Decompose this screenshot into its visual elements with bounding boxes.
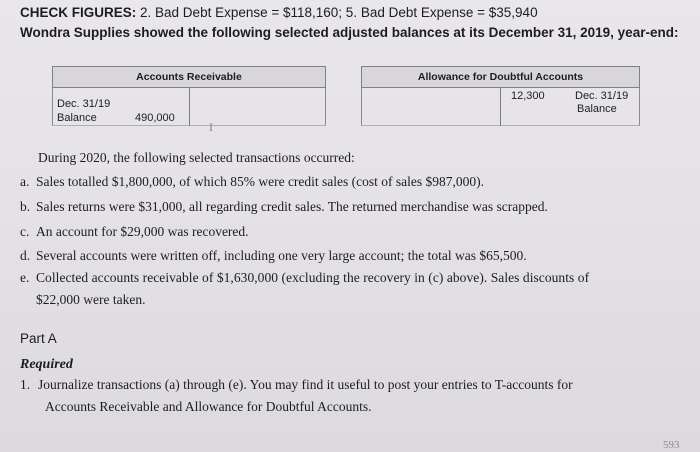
question-text-continued: Accounts Receivable and Allowance for Doubtful Accounts. <box>45 399 372 414</box>
item-text: Sales returns were $31,000, all regarding credit sales. The returned merchandise was scrapped. <box>36 199 548 214</box>
item-letter: a. <box>20 174 30 189</box>
item-text: Several accounts were written off, including one very large account; the total was $65,500. <box>36 248 527 263</box>
item-letter: e. <box>20 270 30 285</box>
afda-right-label-2: Balance <box>577 103 617 115</box>
part-a-heading: Part A <box>20 331 57 346</box>
afda-right-label-1: Dec. 31/19 <box>575 90 629 102</box>
item-text: Collected accounts receivable of $1,630,000 (excluding the recovery in (c) above). Sales discounts of <box>36 270 590 285</box>
ar-left-label-1: Dec. 31/19 <box>57 98 111 110</box>
t-account-title: Allowance for Doubtful Accounts <box>361 66 640 88</box>
check-figures <box>20 5 538 20</box>
required-heading: Required <box>20 357 73 372</box>
question-number: 1. <box>20 377 31 392</box>
afda-right-amount: 12,300 <box>511 90 545 102</box>
t-account-divider <box>189 88 190 126</box>
t-account-allowance-doubtful <box>361 66 640 126</box>
item-text: An account for $29,000 was recovered. <box>36 224 249 239</box>
check-figures-text: 2. Bad Debt Expense = $118,160; 5. Bad Debt Expense = $35,940 <box>140 5 538 20</box>
check-figures-label: CHECK FIGURES: <box>20 5 137 20</box>
transactions-lead: During 2020, the following selected transactions occurred: <box>38 150 355 165</box>
text-cursor-icon: I <box>209 120 213 134</box>
t-account-divider <box>500 88 501 126</box>
ar-left-label-2: Balance <box>57 112 97 124</box>
question-text: Journalize transactions (a) through (e). You may find it useful to post your entries to T-accounts for <box>38 377 573 392</box>
item-text: Sales totalled $1,800,000, of which 85% were credit sales (cost of sales $987,000). <box>36 174 485 189</box>
t-account-accounts-receivable <box>52 66 326 126</box>
item-letter: b. <box>20 199 31 214</box>
item-letter: d. <box>20 248 31 263</box>
item-text-continued: $22,000 were taken. <box>36 292 146 307</box>
item-letter: c. <box>20 224 30 239</box>
intro-text: Wondra Supplies showed the following selected adjusted balances at its December 31, 2019, year-end: <box>20 25 679 40</box>
page-number: 593 <box>663 439 680 451</box>
ar-left-amount: 490,000 <box>135 112 175 124</box>
t-account-title: Accounts Receivable <box>52 66 326 88</box>
